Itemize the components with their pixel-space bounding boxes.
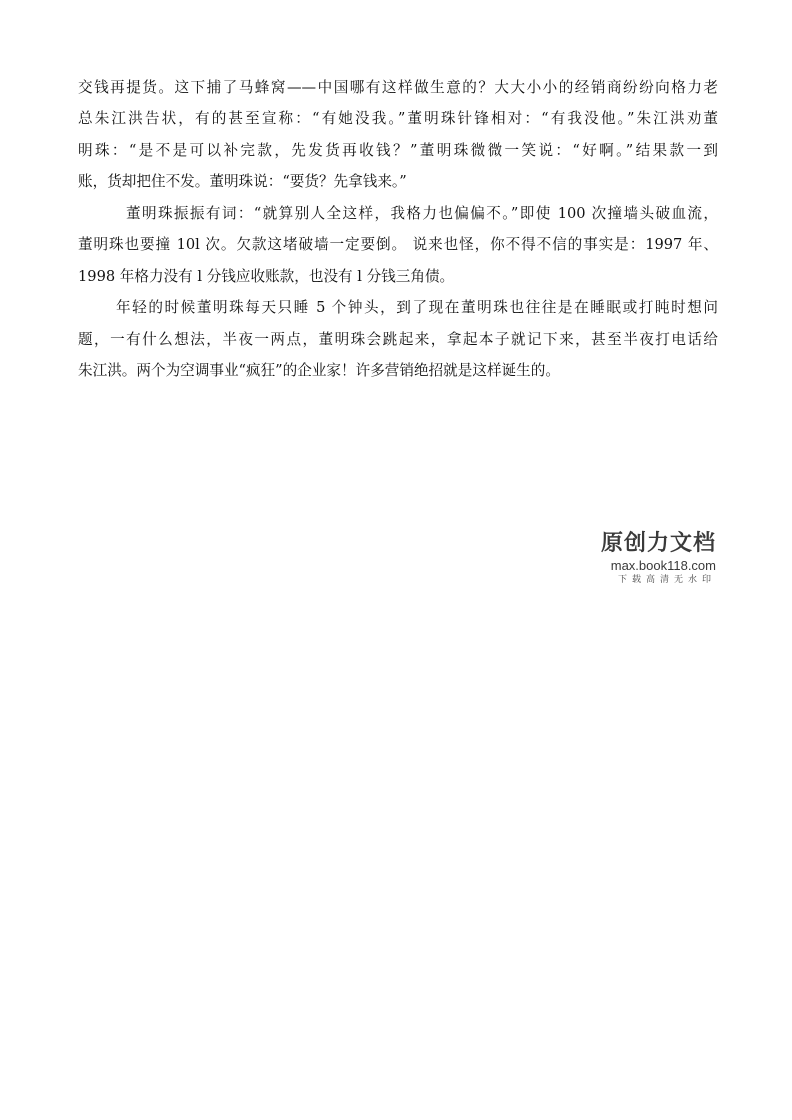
text-line: 年轻的时候董明珠每天只睡 5 个钟头，到了现在董明珠也往往是在睡眠或打盹时想问 [116, 299, 718, 316]
text-line: 董明珠也要撞 10l 次。欠款这堵破墙一定要倒。 说来也怪，你不得不信的事实是：1997 年、 [78, 236, 718, 253]
watermark-subtitle: 下载高清无水印 [617, 575, 716, 585]
watermark-url: max.book118.com [610, 558, 716, 573]
text-line: 董明珠振振有词：“就算别人全这样，我格力也偏偏不。”即使 100 次撞墙头破血流， [126, 205, 718, 222]
watermark [576, 530, 716, 586]
text-line: 朱江洪。两个为空调事业“疯狂”的企业家！许多营销绝招就是这样诞生的。 [78, 362, 560, 379]
text-line: 总朱江洪告状，有的甚至宣称：“有她没我。”董明珠针锋相对：“有我没他。”朱江洪劝董 [78, 110, 718, 127]
text-line: 账，货却把住不发。董明珠说：“要货？先拿钱来。” [78, 173, 407, 190]
text-line: 交钱再提货。这下捕了马蜂窝——中国哪有这样做生意的？大大小小的经销商纷纷向格力老 [78, 79, 718, 96]
watermark-title: 原创力文档 [600, 531, 716, 556]
text-line: 明珠：“是不是可以补完款，先发货再收钱？”董明珠微微一笑说：“好啊。”结果款一到 [78, 142, 718, 159]
text-line: 题，一有什么想法，半夜一两点，董明珠会跳起来，拿起本子就记下来，甚至半夜打电话给 [78, 331, 718, 348]
text-line: 1998 年格力没有 l 分钱应收账款，也没有 l 分钱三角债。 [78, 268, 455, 285]
